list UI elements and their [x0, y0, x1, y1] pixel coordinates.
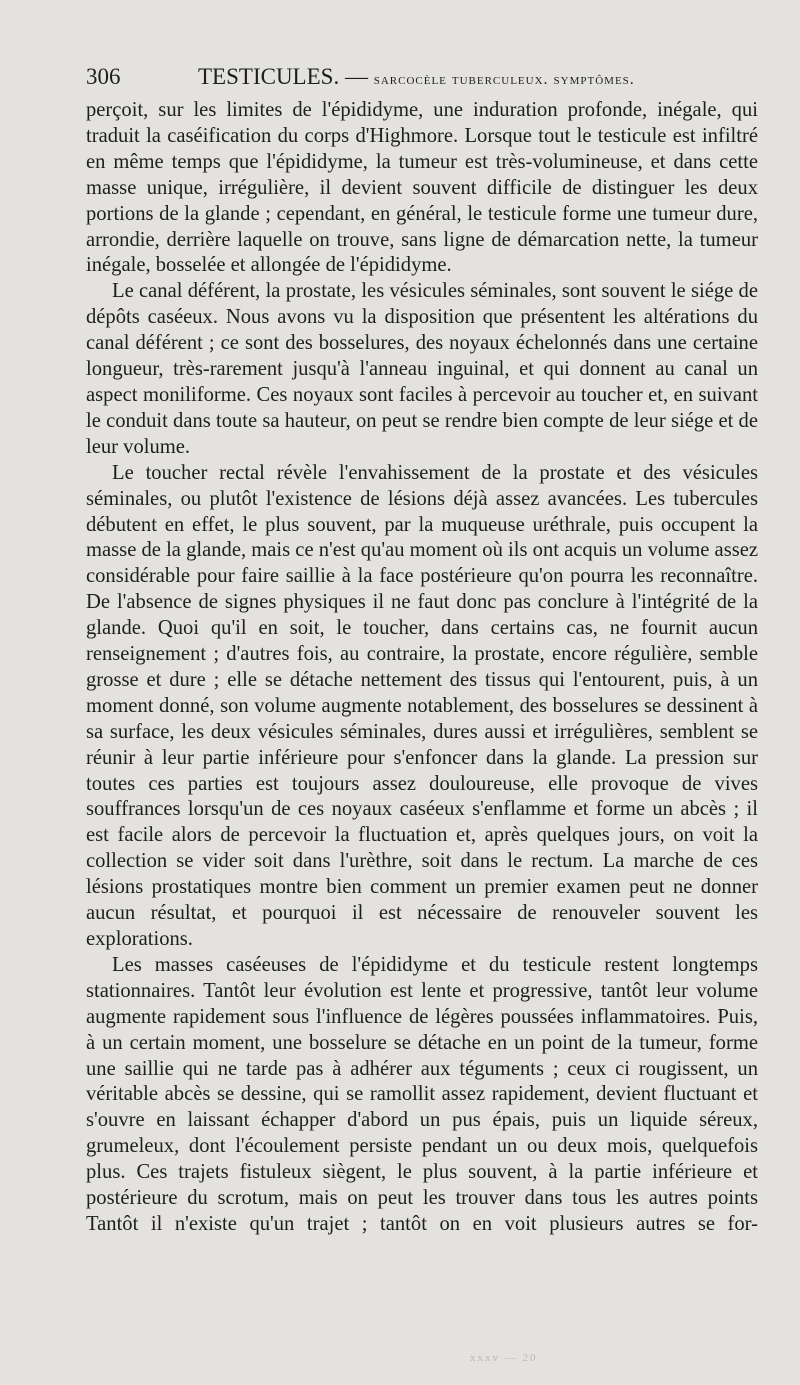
title-separator: —	[339, 64, 374, 89]
printer-signature: xxxv — 20	[470, 1352, 538, 1364]
paragraph-canal-deferent: Le canal déférent, la prostate, les vésicules séminales, sont souvent le siége de dépôts caséeux. Nous avons vu la disposition que présentent les altérations du canal déférent ; ce sont des bosselures, des noyaux échelonnés dans une certaine longueur, très-rarement jusqu'à l'anneau inguinal, et qui donnent au canal un aspect moniliforme. Ces noyaux sont faciles à percevoir au toucher et, en suivant le conduit dans toute sa hauteur, on peut se rendre bien compte de leur siége et de leur volume.	[86, 280, 758, 458]
chapter-title: TESTICULES.	[198, 64, 340, 89]
paragraph-continued: perçoit, sur les limites de l'épididyme, une induration profonde, inégale, qui traduit la caséification du corps d'Highmore. Lorsque tout le testicule est infiltré en même temps que l'épididyme, la tumeur est très-volumineuse, et dans cette masse unique, irrégulière, il devient souvent difficile de distinguer les deux portions de la glande ; cependant, en général, le testicule forme une tumeur dure, arrondie, derrière laquelle on trouve, sans ligne de démarcation nette, la tumeur inégale, bosselée et allongée de l'épididyme.	[86, 99, 758, 277]
paragraph-toucher-rectal: Le toucher rectal révèle l'envahissement de la prostate et des vésicules séminales, ou plutôt l'existence de lésions déjà assez avancées. Les tubercules débutent en effet, le plus souvent, par la muqueuse uréthrale, puis occupent la masse de la glande, mais ce n'est qu'au moment où ils ont acquis un volume assez considérable pour faire saillie à la face postérieure qu'on pourra les reconnaître. De l'absence de signes physiques il ne faut donc pas conclure à l'intégrité de la glande. Quoi qu'il en soit, le toucher, dans certains cas, ne fournit aucun renseignement ; d'autres fois, au contraire, la prostate, encore régulière, semble grosse et dure ; elle se détache nettement des tissus qui l'entourent, puis, à un moment donné, son volume augmente notablement, des bosselures se dessinent à sa surface, les deux vésicules séminales, dures aussi et irrégulières, semblent se réunir à leur partie inférieure pour s'enfoncer dans la glande. La pression sur toutes ces parties est toujours assez douloureuse, elle provoque de vives souffrances lorsqu'un de ces noyaux caséeux s'enflamme et forme un abcès ; il est facile alors de percevoir la fluctuation et, après quelques jours, on voit la collection se vider soit dans l'urèthre, soit dans le rectum. La marche de ces lésions prostatiques montre bien comment un premier examen peut ne donner aucun résultat, et pourquoi il est nécessaire de renouveler souvent les explorations.	[86, 461, 758, 950]
page-number: 306	[86, 64, 121, 89]
running-title	[198, 64, 635, 90]
paragraph-masses-caseeuses: Les masses caséeuses de l'épididyme et du testicule restent longtemps stationnaires. Tantôt leur évolution est lente et progressive, tantôt leur volume augmente rapidement sous l'influence de légères poussées inflammatoires. Puis, à un certain moment, une bosselure se détache en un point de la tumeur, forme une saillie qui ne tarde pas à adhérer aux téguments ; ceux ci rougissent, un véritable abcès se dessine, qui se ramollit assez rapidement, devient fluctuant et s'ouvre en laissant échapper d'abord un pus épais, puis un liquide séreux, grumeleux, dont l'écoulement persiste pendant un ou deux mois, quelquefois plus. Ces trajets fistuleux siègent, le plus souvent, à la partie inférieure et postérieure du scrotum, mais on peut les trouver dans tous les autres points Tantôt il n'existe qu'un trajet ; tantôt on en voit plusieurs autres se for-	[86, 953, 758, 1235]
body-text	[86, 98, 758, 1238]
running-header	[86, 64, 758, 96]
section-subtitle: sarcocèle tuberculeux. symptômes.	[373, 71, 635, 88]
